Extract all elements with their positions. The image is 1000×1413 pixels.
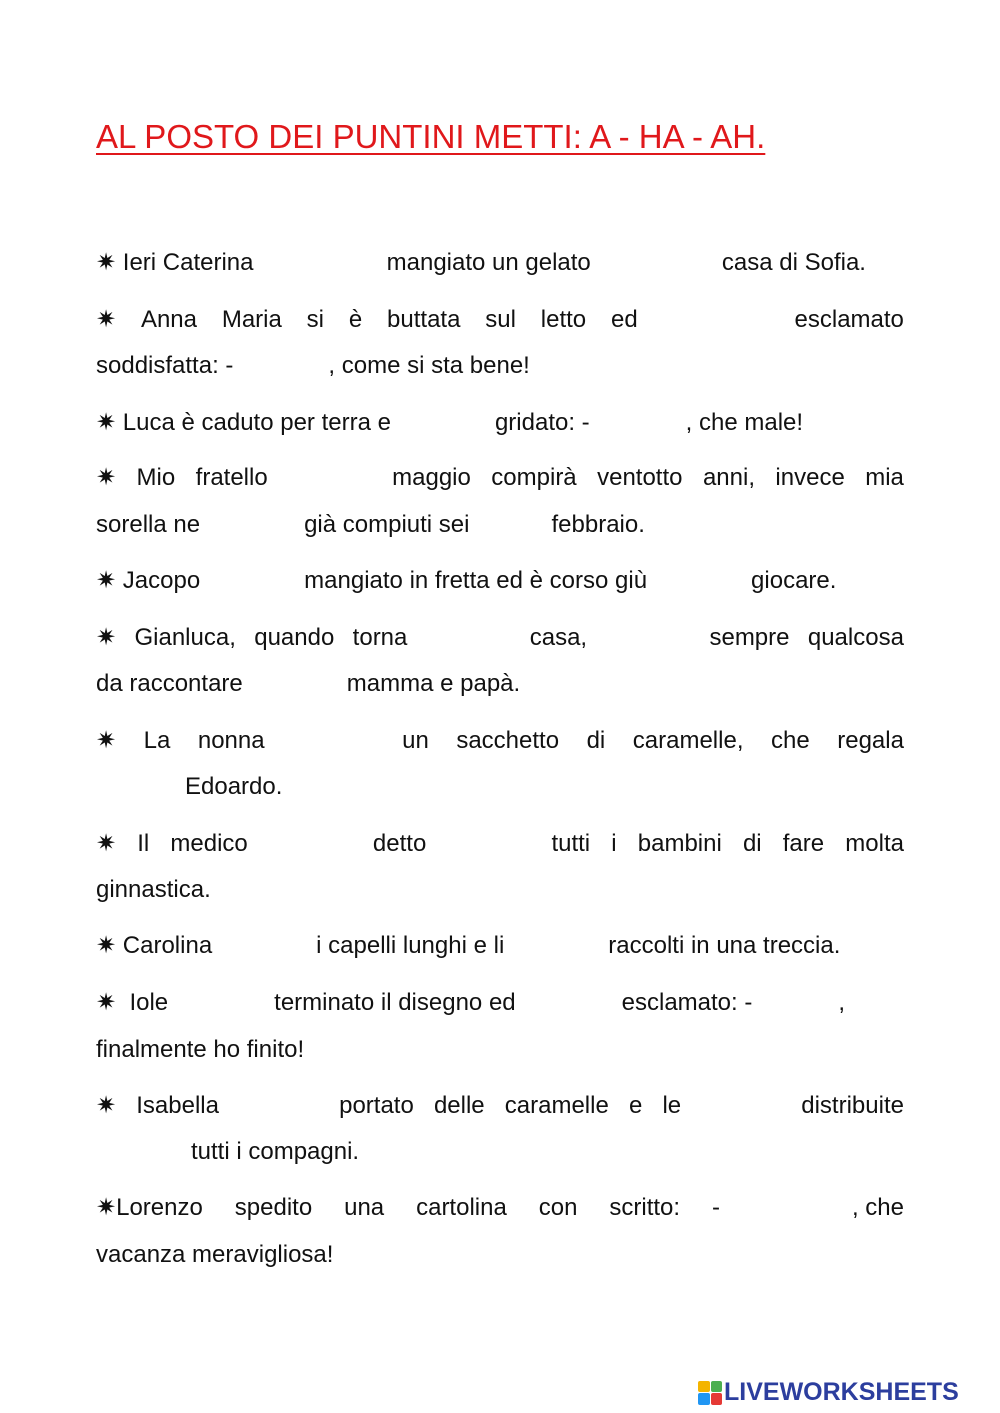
logo-square: [711, 1393, 723, 1405]
word: [96, 248, 254, 278]
word: caramelle,: [632, 727, 744, 754]
sentence-4-line-2: [96, 510, 904, 540]
sentence-11-line-1: [96, 1091, 904, 1121]
word: di: [742, 830, 762, 857]
word: delle: [433, 1092, 485, 1119]
word: mangiato in fretta ed è corso giù: [304, 567, 648, 594]
word: nonna: [197, 727, 265, 754]
word: , come si sta bene!: [328, 352, 530, 379]
word: tutti i compagni.: [191, 1138, 360, 1165]
word: distribuite: [801, 1092, 904, 1119]
word: già compiuti sei: [304, 511, 470, 538]
word: bambini: [637, 830, 722, 857]
word: Gianluca,: [134, 624, 236, 651]
word: quando: [254, 624, 335, 651]
word: con: [538, 1194, 578, 1221]
word: sacchetto: [456, 727, 560, 754]
word: Lorenzo: [116, 1194, 203, 1221]
word: casa,: [529, 624, 588, 651]
sentence-12-line-2: [96, 1240, 904, 1270]
word: Iole: [129, 989, 169, 1016]
word: Il: [137, 830, 150, 857]
word: ed: [610, 306, 638, 333]
word: sorella ne: [96, 511, 201, 538]
sentence-6-line-2: [96, 669, 904, 699]
logo-square: [711, 1381, 723, 1393]
worksheet-title: AL POSTO DEI PUNTINI METTI: A - HA - AH.: [96, 118, 766, 155]
logo-square: [698, 1393, 710, 1405]
sentence-7-line-2: [96, 772, 904, 802]
word: Anna: [140, 306, 197, 333]
bullet-icon: ✷: [96, 249, 117, 276]
word: e: [628, 1092, 643, 1119]
word: le: [662, 1092, 682, 1119]
word: medico: [170, 830, 248, 857]
word: esclamato: [794, 306, 904, 333]
sentence-10-line-1: [96, 988, 904, 1018]
word: ,: [838, 989, 846, 1016]
word: da raccontare: [96, 670, 243, 697]
word: spedito: [234, 1194, 313, 1221]
sentence-11-line-2: [96, 1137, 904, 1167]
sentence-5-line-1: [96, 566, 904, 596]
sentence-2-line-2: [96, 351, 904, 381]
word: casa di Sofia.: [721, 249, 866, 276]
bullet-icon: ✷: [96, 624, 117, 651]
word: fare: [782, 830, 825, 857]
liveworksheets-logo: [698, 1378, 959, 1407]
word: di: [586, 727, 606, 754]
liveworksheets-logo-icon: [698, 1381, 722, 1405]
bullet-icon: ✷: [96, 932, 117, 959]
word: terminato il disegno ed: [274, 989, 516, 1016]
word: , che male!: [685, 409, 804, 436]
word: vacanza meravigliosa!: [96, 1241, 334, 1268]
word: che: [771, 727, 810, 754]
word: scritto:: [609, 1194, 681, 1221]
word: portato: [339, 1092, 414, 1119]
sentence-7-line-1: [96, 726, 904, 756]
logo-square: [698, 1381, 710, 1393]
sentence-12-line-1: [96, 1193, 904, 1223]
word: i: [611, 830, 617, 857]
bullet-icon: ✷: [96, 727, 117, 754]
bullet-icon: ✷: [96, 1194, 117, 1221]
word: La: [143, 727, 171, 754]
word: regala: [837, 727, 904, 754]
bullet-icon: ✷: [96, 409, 117, 436]
word: Edoardo.: [185, 773, 283, 800]
word: Mio: [136, 464, 176, 491]
word: qualcosa: [807, 624, 904, 651]
word: anni,: [702, 464, 755, 491]
word: finalmente ho finito!: [96, 1036, 305, 1063]
word: Ieri Caterina: [122, 249, 254, 276]
word: mangiato un gelato: [386, 249, 591, 276]
word: un: [402, 727, 429, 754]
word: molta: [845, 830, 904, 857]
word: compirà: [491, 464, 577, 491]
bullet-icon: ✷: [96, 567, 117, 594]
bullet-icon: ✷: [96, 306, 117, 333]
word: si: [306, 306, 325, 333]
word: i capelli lunghi e li: [316, 932, 505, 959]
word: giocare.: [751, 567, 837, 594]
bullet-icon: ✷: [96, 1092, 117, 1119]
word: cartolina: [416, 1194, 507, 1221]
word: fratello: [195, 464, 268, 491]
sentence-9-line-1: [96, 931, 904, 961]
word: , che: [851, 1194, 904, 1221]
word: Maria: [221, 306, 282, 333]
word: maggio: [392, 464, 471, 491]
word: invece: [775, 464, 845, 491]
word: febbraio.: [551, 511, 645, 538]
word: detto: [372, 830, 427, 857]
sentence-2-line-1: [96, 305, 904, 335]
word: Luca è caduto per terra e: [122, 409, 391, 436]
word: soddisfatta: -: [96, 352, 234, 379]
word: buttata: [387, 306, 461, 333]
bullet-icon: ✷: [96, 830, 117, 857]
word: mia: [865, 464, 904, 491]
sentence-3-line-1: [96, 408, 904, 438]
sentence-1-line-1: [96, 248, 866, 278]
word: mamma e papà.: [346, 670, 521, 697]
word: sul: [485, 306, 516, 333]
word: è: [348, 306, 363, 333]
word: esclamato: -: [621, 989, 753, 1016]
sentence-8-line-2: [96, 875, 904, 905]
word: Carolina: [122, 932, 213, 959]
word: tutti: [551, 830, 591, 857]
sentence-6-line-1: [96, 623, 904, 653]
liveworksheets-logo-text: LIVEWORKSHEETS: [724, 1378, 959, 1406]
word: sempre: [709, 624, 790, 651]
word: [96, 1193, 203, 1223]
word: Jacopo: [122, 567, 201, 594]
word: Isabella: [136, 1092, 219, 1119]
word: letto: [540, 306, 587, 333]
word: -: [712, 1194, 721, 1221]
word: una: [344, 1194, 385, 1221]
word: ventotto: [597, 464, 683, 491]
bullet-icon: ✷: [96, 464, 117, 491]
word: torna: [352, 624, 408, 651]
bullet-icon: ✷: [96, 989, 117, 1016]
word: raccolti in una treccia.: [608, 932, 841, 959]
sentence-4-line-1: [96, 463, 904, 493]
sentence-8-line-1: [96, 829, 904, 859]
word: gridato: -: [494, 409, 590, 436]
sentence-10-line-2: [96, 1035, 904, 1065]
word: caramelle: [504, 1092, 609, 1119]
word: ginnastica.: [96, 876, 211, 903]
